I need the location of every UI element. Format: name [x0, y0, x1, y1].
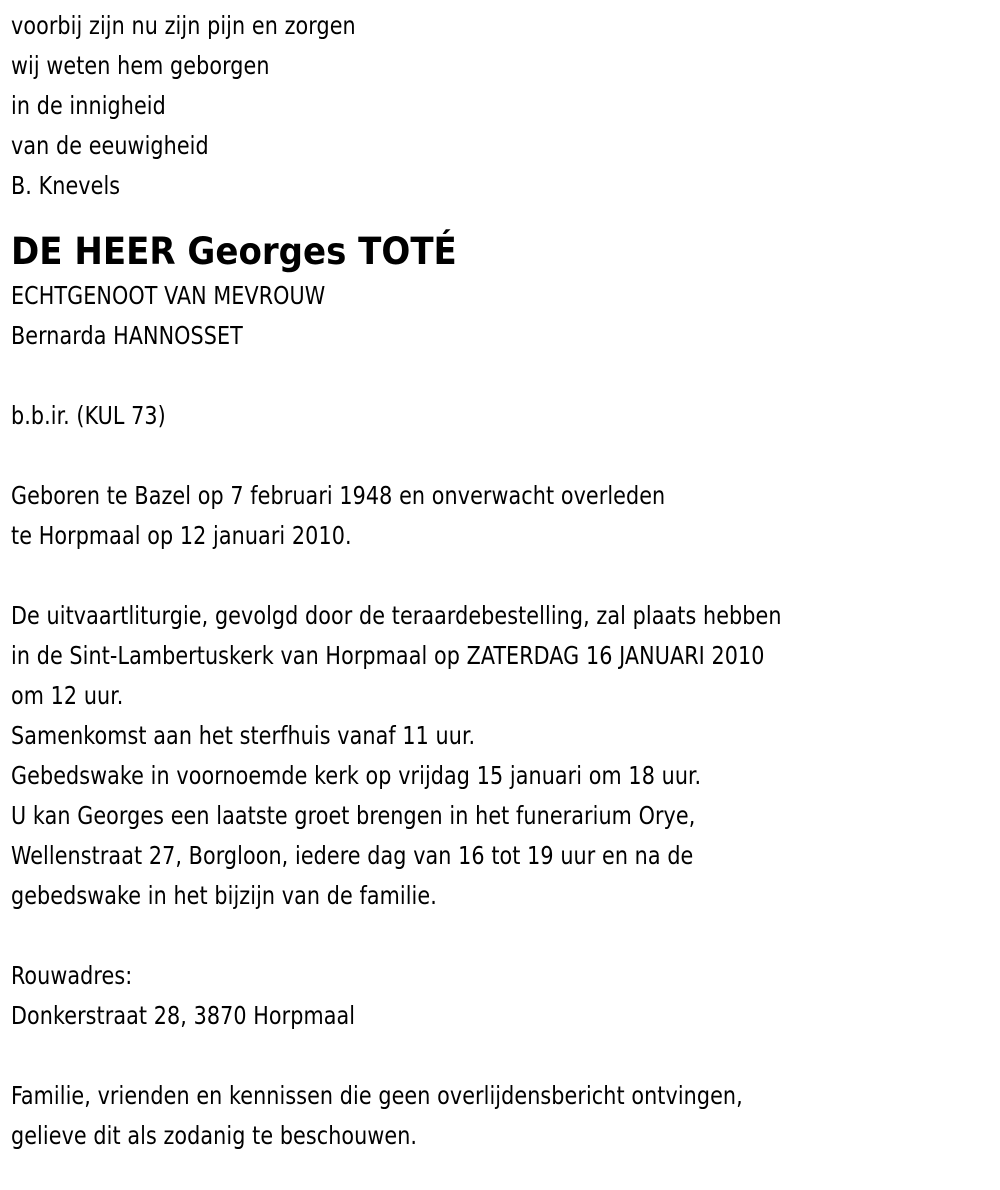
paragraph-line: Gebedswake in voornoemde kerk op vrijdag 15 januari om 18 uur. — [11, 761, 702, 790]
birth-death-paragraph — [11, 476, 1000, 556]
paragraph-line: U kan Georges een laatste groet brengen in het funerarium Orye, — [11, 801, 696, 830]
paragraph-line: te Horpmaal op 12 januari 2010. — [11, 521, 352, 550]
paragraph-line: gebedswake in het bijzijn van de familie. — [11, 881, 437, 910]
address-value: Donkerstraat 28, 3870 Horpmaal — [11, 1001, 356, 1030]
paragraph-line: Wellenstraat 27, Borgloon, iedere dag van 16 tot 19 uur en na de — [11, 841, 694, 870]
relation-text: ECHTGENOOT VAN MEVROUW — [11, 281, 326, 310]
address-block — [11, 956, 1000, 1036]
poem-line: voorbij zijn nu zijn pijn en zorgen — [11, 11, 356, 40]
spacer — [11, 556, 1000, 596]
paragraph-line: in de Sint-Lambertuskerk van Horpmaal op ZATERDAG 16 JANUARI 2010 — [11, 641, 765, 670]
paragraph-line: Familie, vrienden en kennissen die geen overlijdensbericht ontvingen, — [11, 1081, 743, 1110]
degree-text: b.b.ir. (KUL 73) — [11, 401, 166, 430]
address-label: Rouwadres: — [11, 961, 133, 990]
poem-author: B. Knevels — [11, 171, 121, 200]
poem — [11, 0, 1000, 206]
spacer — [11, 436, 1000, 476]
poem-line: in de innigheid — [11, 91, 166, 120]
spacer — [11, 916, 1000, 956]
spouse-name: Bernarda HANNOSSET — [11, 321, 243, 350]
paragraph-line: De uitvaartliturgie, gevolgd door de teraardebestelling, zal plaats hebben — [11, 601, 782, 630]
paragraph-line: Samenkomst aan het sterfhuis vanaf 11 uur. — [11, 721, 476, 750]
paragraph-line: om 12 uur. — [11, 681, 124, 710]
spacer — [11, 356, 1000, 396]
paragraph-line: Geboren te Bazel op 7 februari 1948 en onverwacht overleden — [11, 481, 666, 510]
funeral-paragraph — [11, 596, 1000, 916]
deceased-title: DE HEER Georges TOTÉ — [11, 230, 457, 273]
spacer — [11, 1036, 1000, 1076]
poem-line: wij weten hem geborgen — [11, 51, 270, 80]
poem-line: van de eeuwigheid — [11, 131, 209, 160]
paragraph-line: gelieve dit als zodanig te beschouwen. — [11, 1121, 418, 1150]
closing-paragraph — [11, 1076, 1000, 1156]
